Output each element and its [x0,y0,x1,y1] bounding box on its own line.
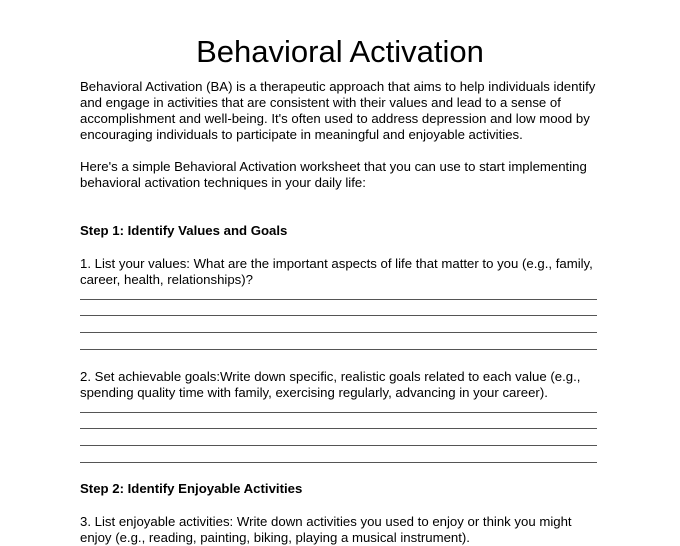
page-title: Behavioral Activation [196,34,484,69]
answer-line [80,445,597,446]
step1-heading: Step 1: Identify Values and Goals [80,223,288,238]
intro-paragraph: Behavioral Activation (BA) is a therapeutic approach that aims to help individuals identify and engage in activities that are consistent with their values and lead to a sense of accomplishment and well-being. It's often used to address depression and low mood by encouraging individuals to participate in meaningful and enjoyable activities. [80,79,596,142]
step2-heading: Step 2: Identify Enjoyable Activities [80,481,303,496]
answer-line [80,332,597,333]
answer-line [80,412,597,413]
question-1: 1. List your values: What are the important aspects of life that matter to you (e.g., family, career, health, relationships)? [80,256,593,287]
answer-line [80,428,597,429]
question-2: 2. Set achievable goals:Write down specific, realistic goals related to each value (e.g., spending quality time with family, exercising regularly, advancing in your career). [80,369,581,400]
answer-line [80,299,597,300]
question-3: 3. List enjoyable activities: Write down activities you used to enjoy or think you might enjoy (e.g., reading, painting, biking, playing a musical instrument). [80,514,572,545]
answer-line [80,315,597,316]
worksheet-intro-paragraph: Here's a simple Behavioral Activation worksheet that you can use to start implementing behavioral activation techniques in your daily life: [80,159,587,190]
answer-line [80,462,597,463]
answer-line [80,349,597,350]
